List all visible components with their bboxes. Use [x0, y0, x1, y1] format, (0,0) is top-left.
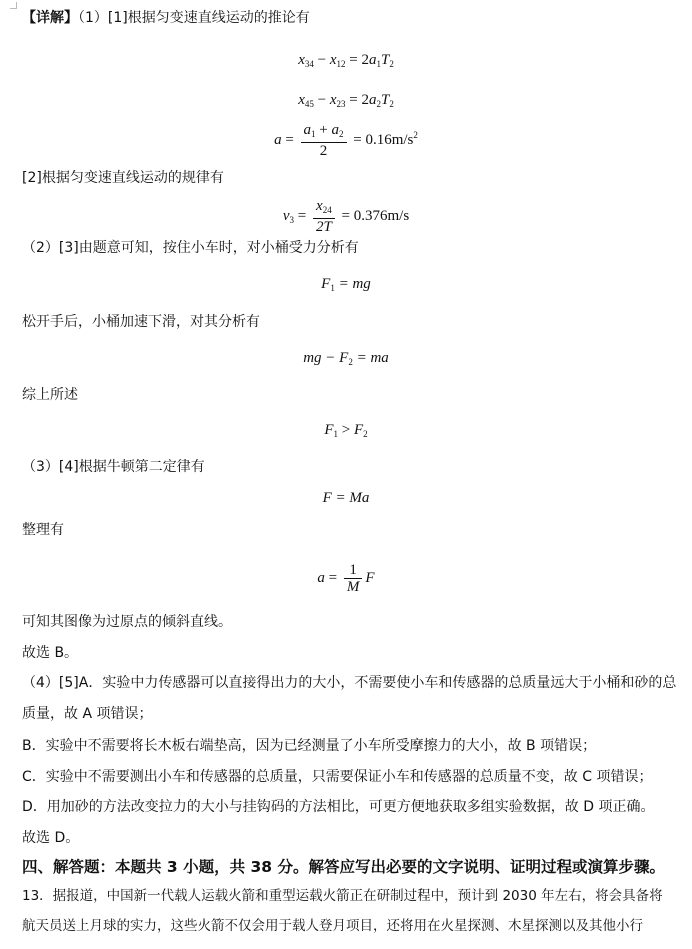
detail-line-9: 故选 B。: [22, 645, 79, 661]
detail-text-1: （1）[1]根据匀变速直线运动的推论有: [78, 10, 310, 26]
equation-6: mg − $F_2$ = ma: [303, 350, 389, 367]
detail-line-11: 质量，故 A 项错误；: [22, 706, 153, 722]
section-heading: 四、解答题：本题共 3 小题，共 38 分。解答应写出必要的文字说明、证明过程或演算步骤。: [22, 858, 665, 876]
equation-9: a = $\frac{1}{M}$ F: [317, 562, 375, 595]
detail-line-15: 故选 D。: [22, 830, 80, 846]
equation-2: $x_{45} - x_{23} = 2a_2T_2$: [298, 92, 394, 109]
equation-5: $F_1$ = mg: [321, 276, 371, 293]
detail-label: 【详解】: [22, 10, 78, 26]
detail-line-13: C．实验中不需要测出小车和传感器的总质量，只需要保证小车和传感器的总质量不变，故 C 项错误；: [22, 769, 653, 785]
detail-line-2: [2]根据匀变速直线运动的规律有: [22, 170, 224, 186]
equation-7: $F_1 > F_2$: [324, 422, 368, 439]
detail-line-5: 综上所述: [22, 387, 78, 403]
equation-4: $v_3$ = $\frac{x_{24}}{2T}$ = 0.376m/s: [282, 198, 410, 235]
detail-line-6: （3）[4]根据牛顿第二定律有: [22, 459, 205, 475]
detail-line-10: （4）[5]A．实验中力传感器可以直接得出力的大小，不需要使小车和传感器的总质量远大于小桶和砂的总: [22, 675, 677, 691]
detail-line-12: B．实验中不需要将长木板右端垫高，因为已经测量了小车所受摩擦力的大小，故 B 项错误；: [22, 738, 597, 754]
detail-line-14: D．用加砂的方法改变拉力的大小与挂钩码的方法相比，可更方便地获取多组实验数据，故 D 项正确。: [22, 799, 655, 815]
detail-line-4: 松开手后，小桶加速下滑，对其分析有: [22, 314, 260, 330]
corner-crop-mark: [10, 2, 17, 9]
equation-8: F = Ma: [322, 490, 370, 506]
detail-line-1: [22, 8, 310, 28]
equation-3: a = $\frac{a_1 + a_2}{2}$ = $0.16m/s^2$: [274, 122, 418, 159]
detail-line-7: 整理有: [22, 522, 64, 538]
detail-line-8: 可知其图像为过原点的倾斜直线。: [22, 614, 232, 630]
equation-1: $x_{34} - x_{12} = 2a_1T_2$: [298, 52, 394, 69]
question-13-line-2: 航天员送上月球的实力，这些火箭不仅会用于载人登月项目，还将用在火星探测、木星探测以及其他小行: [22, 918, 643, 934]
detail-line-3: （2）[3]由题意可知，按住小车时，对小桶受力分析有: [22, 240, 359, 256]
question-13-line-1: 13．据报道，中国新一代载人运载火箭和重型运载火箭正在研制过程中，预计到 2030 年左右，将会具备将: [22, 888, 663, 904]
